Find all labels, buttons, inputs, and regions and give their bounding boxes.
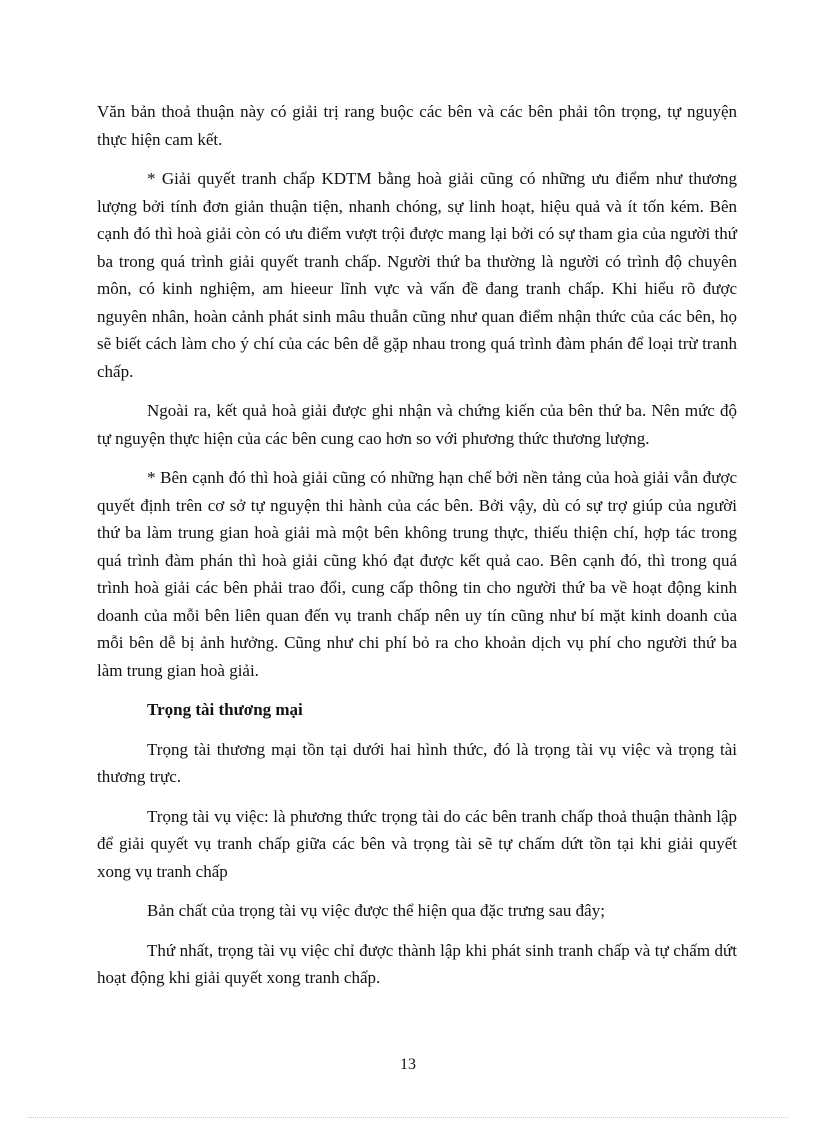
document-page	[97, 98, 737, 1004]
page-number: 13	[400, 1056, 416, 1073]
paragraph-7: Bản chất của trọng tài vụ việc được thể hiện qua đặc trưng sau đây;	[147, 901, 605, 920]
paragraph-8: Thứ nhất, trọng tài vụ việc chỉ được thành lập khi phát sinh tranh chấp và tự chấm dứt hoạt động khi giải quyết xong tranh chấp.	[97, 940, 737, 987]
paragraph-3: Ngoài ra, kết quả hoà giải được ghi nhận và chứng kiến của bên thứ ba. Nên mức độ tự nguyện thực hiện của các bên cung cao hơn so với phương thức thương lượng.	[97, 401, 737, 448]
paragraph-6: Trọng tài vụ việc: là phương thức trọng tài do các bên tranh chấp thoả thuận thành lập để giải quyết vụ tranh chấp giữa các bên và trọng tài sẽ tự chấm dứt tồn tại khi giải quyết xong vụ tranh chấp	[97, 806, 737, 881]
page-bottom-divider	[28, 1117, 788, 1118]
section-heading: Trọng tài thương mại	[147, 700, 303, 719]
paragraph-1: Văn bản thoả thuận này có giải trị rang buộc các bên và các bên phải tôn trọng, tự nguyện thực hiện cam kết.	[97, 102, 737, 149]
paragraph-5: Trọng tài thương mại tồn tại dưới hai hình thức, đó là trọng tài vụ việc và trọng tài thương trực.	[97, 739, 737, 786]
paragraph-2: * Giải quyết tranh chấp KDTM bằng hoà giải cũng có những ưu điểm như thương lượng bởi tính đơn giản thuận tiện, nhanh chóng, sự linh hoạt, hiệu quả và ít tốn kém. Bên cạnh đó thì hoà giải còn có ưu điểm vượt trội được mang lại bởi có sự tham gia của người thứ ba trong quá trình giải quyết tranh chấp. Người thứ ba thường là người có trình độ chuyên môn, có kinh nghiệm, am hieeur lĩnh vực và vấn đề đang tranh chấp. Khi hiểu rõ được nguyên nhân, hoàn cảnh phát sinh mâu thuẫn cũng như quan điểm nhận thức của các bên, họ sẽ biết cách làm cho ý chí của các bên dễ gặp nhau trong quá trình đàm phán để loại trừ tranh chấp.	[97, 169, 737, 381]
paragraph-4: * Bên cạnh đó thì hoà giải cũng có những hạn chế bởi nền tảng của hoà giải vẫn được quyết định trên cơ sở tự nguyện thi hành của các bên. Bởi vậy, dù có sự trợ giúp của người thứ ba làm trung gian hoà giải mà một bên không trung thực, thiếu thiện chí, hợp tác trong quá trình đàm phán thì hoà giải cũng khó đạt được kết quả cao. Bên cạnh đó, thì trong quá trình hoà giải các bên phải trao đổi, cung cấp thông tin cho người thứ ba về hoạt động kinh doanh của mỗi bên liên quan đến vụ tranh chấp nên uy tín cũng như bí mặt kinh doanh của mỗi bên dễ bị ảnh hưởng. Cũng như chi phí bỏ ra cho khoản dịch vụ phí cho người thứ ba làm trung gian hoà giải.	[97, 468, 737, 680]
